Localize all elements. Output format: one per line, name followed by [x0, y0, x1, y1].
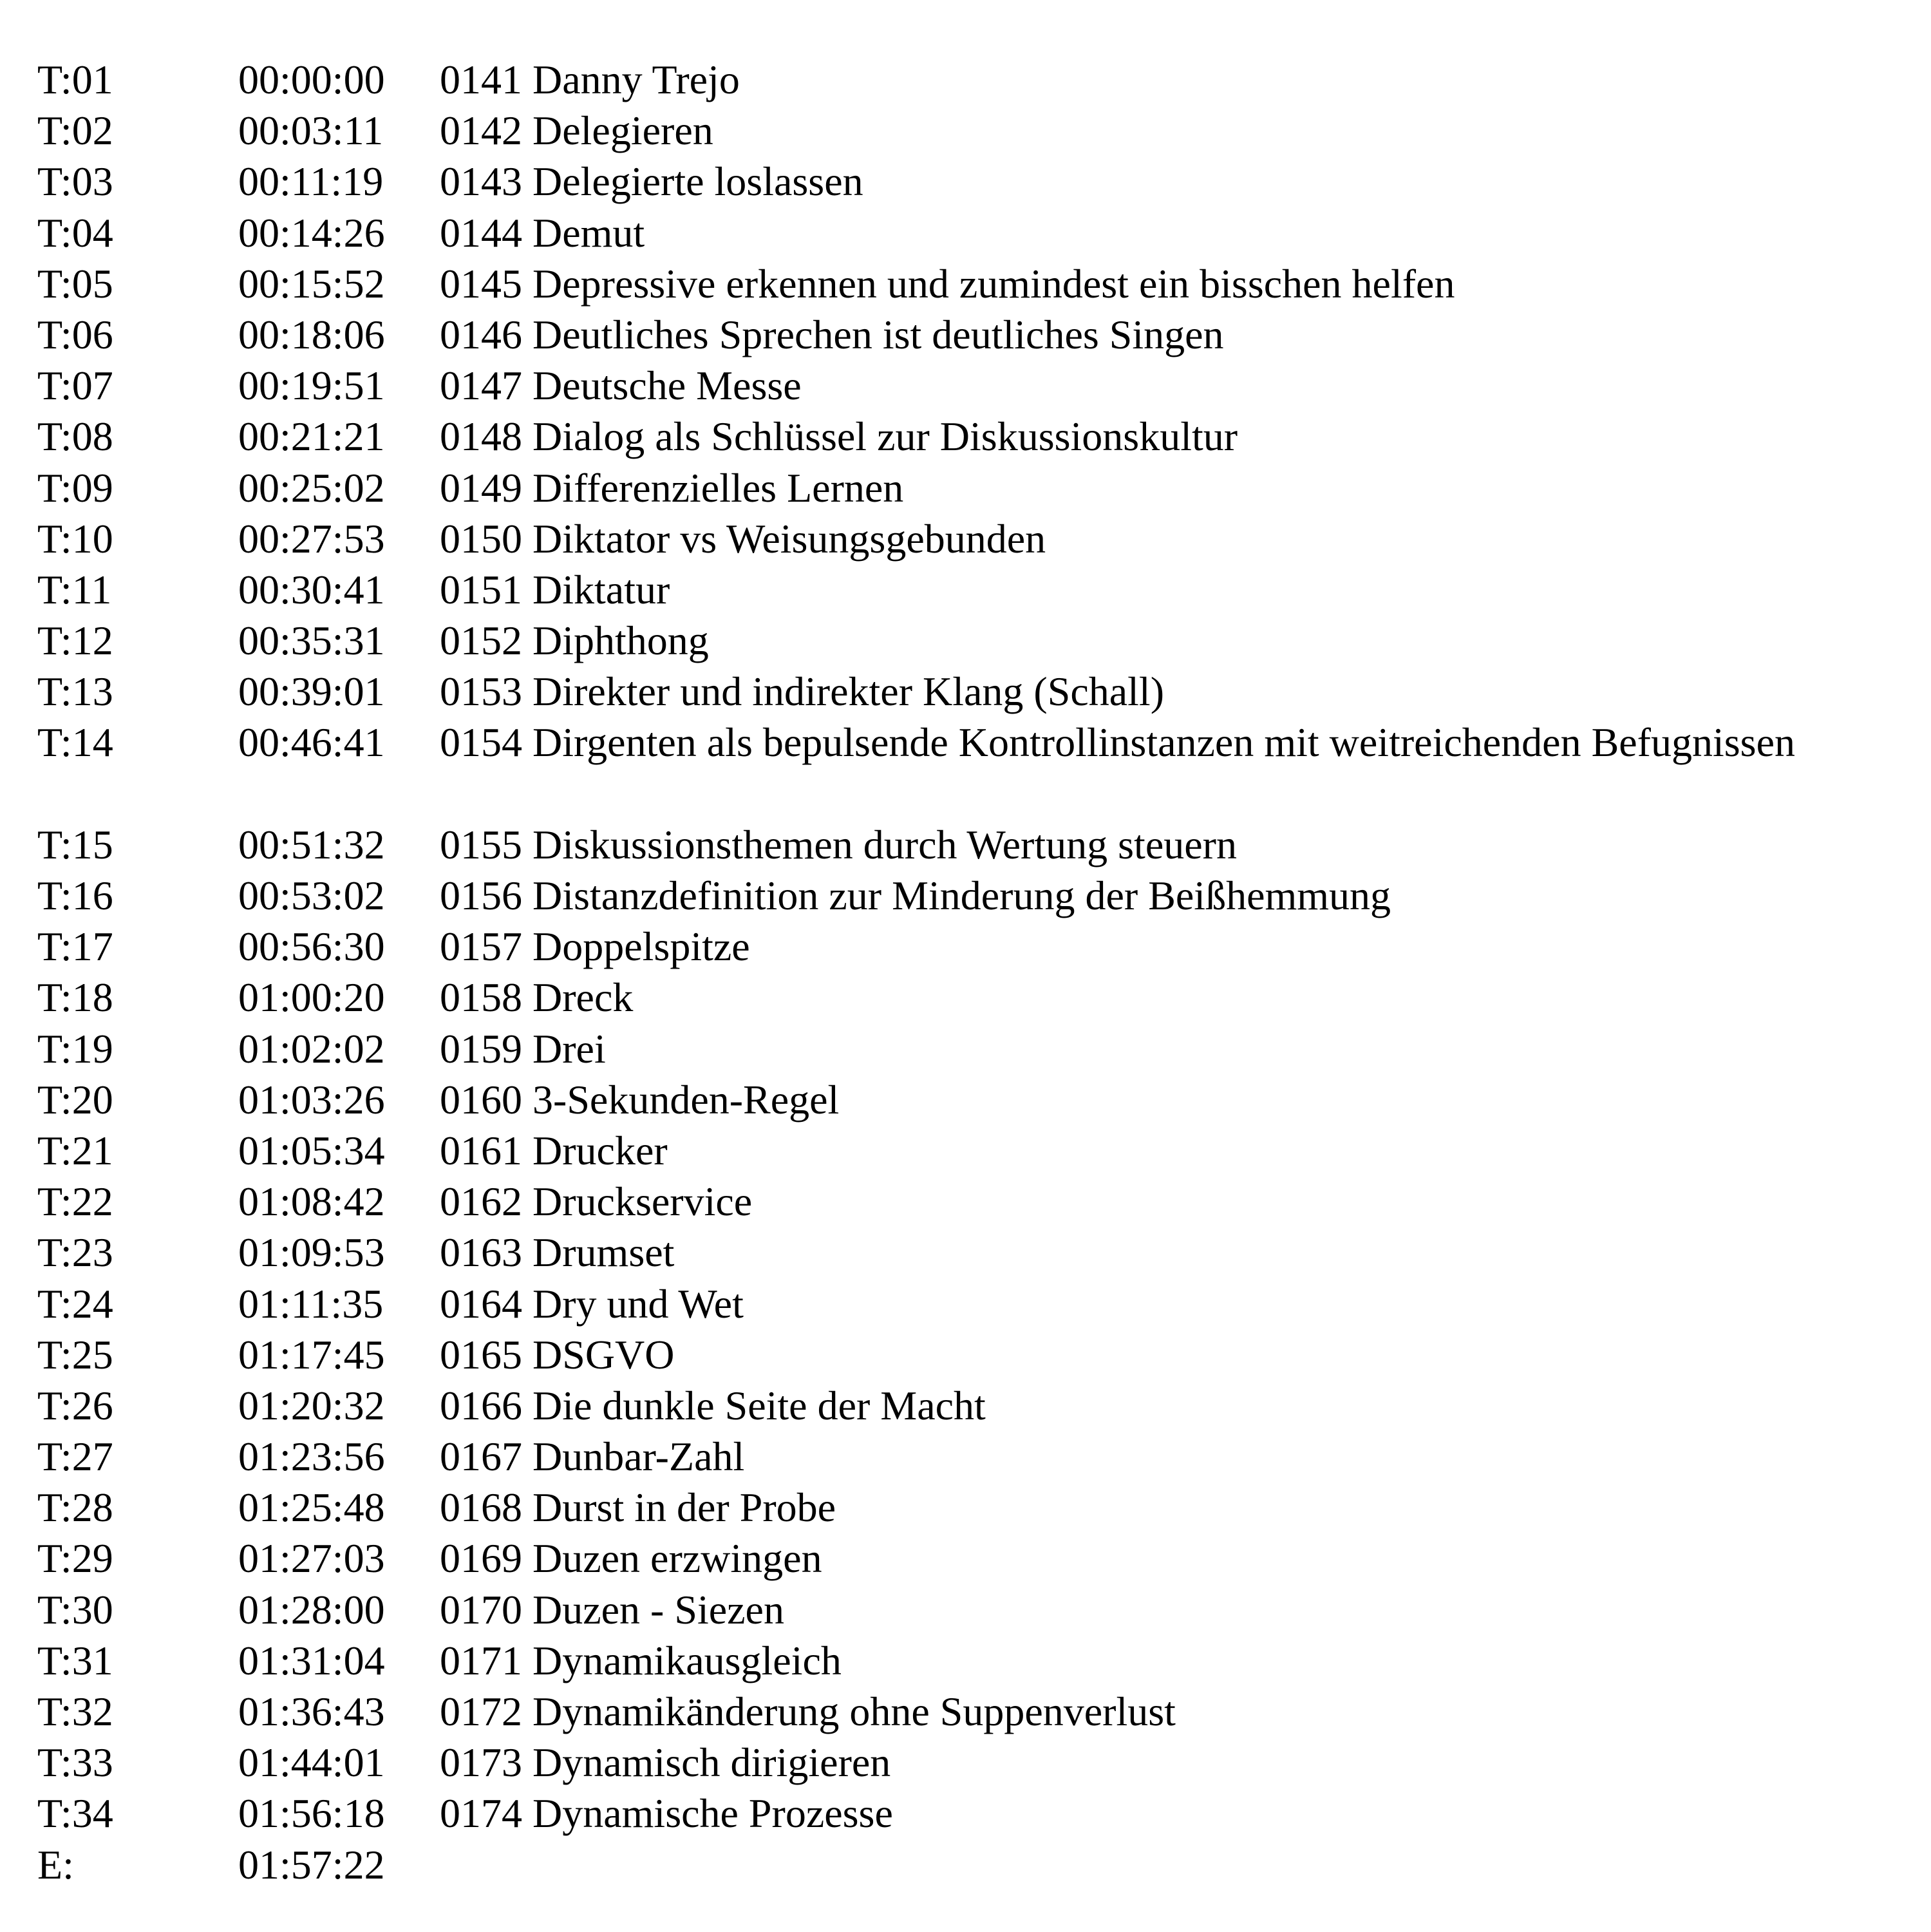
track-number: T:13: [37, 668, 113, 715]
track-number: T:09: [37, 464, 113, 511]
track-title: 0143 Delegierte loslassen: [440, 158, 863, 205]
track-row: [37, 258, 1917, 309]
track-row: [37, 1074, 1917, 1125]
track-row: [37, 513, 1917, 564]
track-title: 0171 Dynamikausgleich: [440, 1637, 842, 1683]
track-timestamp: 00:27:53: [238, 515, 385, 562]
track-timestamp: 00:35:31: [238, 618, 385, 664]
track-timestamp: 00:51:32: [238, 821, 385, 867]
track-title: 0167 Dunbar-Zahl: [440, 1434, 745, 1480]
track-timestamp: 01:02:02: [238, 1025, 385, 1072]
track-row: [37, 1584, 1917, 1635]
tracklist: [37, 54, 1917, 1890]
track-row: [37, 1227, 1917, 1278]
track-timestamp: 01:27:03: [238, 1535, 385, 1582]
track-row: [37, 1380, 1917, 1431]
track-number: T:20: [37, 1076, 113, 1122]
track-title: 0145 Depressive erkennen und zumindest ein bisschen helfen: [440, 260, 1455, 307]
track-number: T:10: [37, 515, 113, 562]
track-timestamp: 00:25:02: [238, 464, 385, 511]
track-row: [37, 819, 1917, 870]
track-timestamp: 01:17:45: [238, 1331, 385, 1378]
track-title: 0159 Drei: [440, 1025, 606, 1072]
track-number: T:28: [37, 1484, 113, 1531]
track-title: 0165 DSGVO: [440, 1331, 675, 1378]
track-number: T:01: [37, 57, 113, 102]
track-row: [37, 1176, 1917, 1227]
track-row: [37, 360, 1917, 411]
track-title: 0142 Delegieren: [440, 108, 713, 154]
track-title: 0169 Duzen erzwingen: [440, 1535, 822, 1582]
track-row: [37, 1788, 1917, 1839]
track-row: [37, 207, 1917, 258]
track-number: T:08: [37, 413, 113, 460]
track-row: [37, 105, 1917, 156]
tracklist-section-1: [37, 54, 1917, 768]
track-number: T:33: [37, 1739, 113, 1786]
track-title: 0160 3-Sekunden-Regel: [440, 1076, 840, 1122]
track-title: 0158 Dreck: [440, 974, 634, 1021]
track-title: 0170 Duzen - Siezen: [440, 1586, 784, 1633]
track-number: T:04: [37, 209, 113, 256]
track-timestamp: 01:05:34: [238, 1127, 385, 1173]
track-number: T:34: [37, 1790, 113, 1837]
track-title: 0141 Danny Trejo: [440, 57, 740, 102]
track-number: T:02: [37, 108, 113, 154]
track-row: [37, 870, 1917, 921]
track-row: [37, 1431, 1917, 1482]
track-row: [37, 1278, 1917, 1329]
track-row: [37, 1023, 1917, 1074]
track-row: [37, 666, 1917, 717]
track-number: T:05: [37, 260, 113, 307]
track-row: [37, 717, 1917, 768]
track-number: T:31: [37, 1637, 113, 1683]
track-title: 0153 Direkter und indirekter Klang (Schall): [440, 668, 1164, 715]
track-timestamp: 01:44:01: [238, 1739, 385, 1786]
track-number: T:27: [37, 1434, 113, 1480]
track-number: T:03: [37, 158, 113, 205]
track-timestamp: 01:20:32: [238, 1382, 385, 1428]
track-title: 0151 Diktatur: [440, 566, 670, 612]
track-row: [37, 156, 1917, 207]
track-timestamp: 00:11:19: [238, 158, 384, 205]
track-title: 0147 Deutsche Messe: [440, 363, 802, 409]
track-number: T:22: [37, 1179, 113, 1225]
track-number: T:15: [37, 821, 113, 867]
track-timestamp: 01:08:42: [238, 1179, 385, 1225]
track-title: 0166 Die dunkle Seite der Macht: [440, 1382, 986, 1428]
track-row: [37, 54, 1917, 105]
track-number: T:24: [37, 1280, 113, 1327]
track-row: [37, 1686, 1917, 1737]
track-timestamp: 00:00:00: [238, 57, 385, 102]
track-number: T:26: [37, 1382, 113, 1428]
track-timestamp: 01:56:18: [238, 1790, 385, 1837]
track-timestamp: 00:30:41: [238, 566, 385, 612]
track-row: [37, 1482, 1917, 1533]
track-number: T:32: [37, 1689, 113, 1734]
end-time: 01:57:22: [238, 1841, 385, 1888]
track-title: 0161 Drucker: [440, 1127, 668, 1173]
track-row: [37, 462, 1917, 513]
track-row: [37, 921, 1917, 972]
track-number: T:19: [37, 1025, 113, 1072]
end-label: E:: [37, 1841, 74, 1888]
track-timestamp: 01:23:56: [238, 1434, 385, 1480]
track-title: 0174 Dynamische Prozesse: [440, 1790, 893, 1837]
track-row: [37, 309, 1917, 360]
track-row: [37, 564, 1917, 615]
track-title: 0144 Demut: [440, 209, 645, 256]
track-timestamp: 00:14:26: [238, 209, 385, 256]
track-title: 0172 Dynamikänderung ohne Suppenverlust: [440, 1689, 1176, 1734]
track-timestamp: 00:19:51: [238, 363, 385, 409]
track-number: T:07: [37, 363, 113, 409]
track-title: 0162 Druckservice: [440, 1179, 753, 1225]
track-timestamp: 01:03:26: [238, 1076, 385, 1122]
track-title: 0150 Diktator vs Weisungsgebunden: [440, 515, 1046, 562]
track-title: 0148 Dialog als Schlüssel zur Diskussionskultur: [440, 413, 1238, 460]
track-title: 0146 Deutliches Sprechen ist deutliches Singen: [440, 311, 1224, 357]
track-title: 0149 Differenzielles Lernen: [440, 464, 904, 511]
track-row: [37, 1737, 1917, 1788]
section-gap: [37, 768, 1917, 819]
track-timestamp: 01:09:53: [238, 1229, 385, 1276]
track-timestamp: 01:00:20: [238, 974, 385, 1021]
track-timestamp: 00:15:52: [238, 260, 385, 307]
track-row: [37, 1329, 1917, 1380]
end-row: [37, 1839, 1917, 1890]
track-timestamp: 00:53:02: [238, 873, 385, 918]
track-number: T:11: [37, 566, 112, 612]
track-number: T:14: [37, 719, 113, 766]
track-timestamp: 00:21:21: [238, 413, 385, 460]
track-number: T:23: [37, 1229, 113, 1276]
track-row: [37, 1635, 1917, 1686]
track-title: 0152 Diphthong: [440, 618, 709, 664]
track-row: [37, 615, 1917, 666]
track-number: T:25: [37, 1331, 113, 1378]
track-title: 0157 Doppelspitze: [440, 923, 750, 970]
track-title: 0155 Diskussionsthemen durch Wertung steuern: [440, 821, 1237, 867]
track-number: T:12: [37, 618, 113, 664]
track-number: T:16: [37, 873, 113, 918]
track-row: [37, 1125, 1917, 1176]
track-timestamp: 01:28:00: [238, 1586, 385, 1633]
track-timestamp: 01:11:35: [238, 1280, 384, 1327]
track-title: 0154 Dirgenten als bepulsende Kontrollinstanzen mit weitreichenden Befugnissen: [440, 719, 1795, 766]
track-number: T:30: [37, 1586, 113, 1633]
track-timestamp: 00:39:01: [238, 668, 385, 715]
track-timestamp: 00:56:30: [238, 923, 385, 970]
track-row: [37, 972, 1917, 1023]
track-timestamp: 00:46:41: [238, 719, 385, 766]
track-title: 0173 Dynamisch dirigieren: [440, 1739, 891, 1786]
track-number: T:18: [37, 974, 113, 1021]
track-timestamp: 01:25:48: [238, 1484, 385, 1531]
track-row: [37, 1533, 1917, 1584]
track-timestamp: 01:36:43: [238, 1689, 385, 1734]
track-number: T:06: [37, 311, 113, 357]
track-title: 0156 Distanzdefinition zur Minderung der Beißhemmung: [440, 873, 1391, 918]
track-number: T:21: [37, 1127, 113, 1173]
track-title: 0168 Durst in der Probe: [440, 1484, 836, 1531]
track-row: [37, 411, 1917, 462]
track-title: 0164 Dry und Wet: [440, 1280, 744, 1327]
track-timestamp: 01:31:04: [238, 1637, 385, 1683]
tracklist-section-2: [37, 819, 1917, 1839]
track-title: 0163 Drumset: [440, 1229, 675, 1276]
track-number: T:29: [37, 1535, 113, 1582]
track-timestamp: 00:18:06: [238, 311, 385, 357]
track-timestamp: 00:03:11: [238, 108, 384, 154]
track-number: T:17: [37, 923, 113, 970]
